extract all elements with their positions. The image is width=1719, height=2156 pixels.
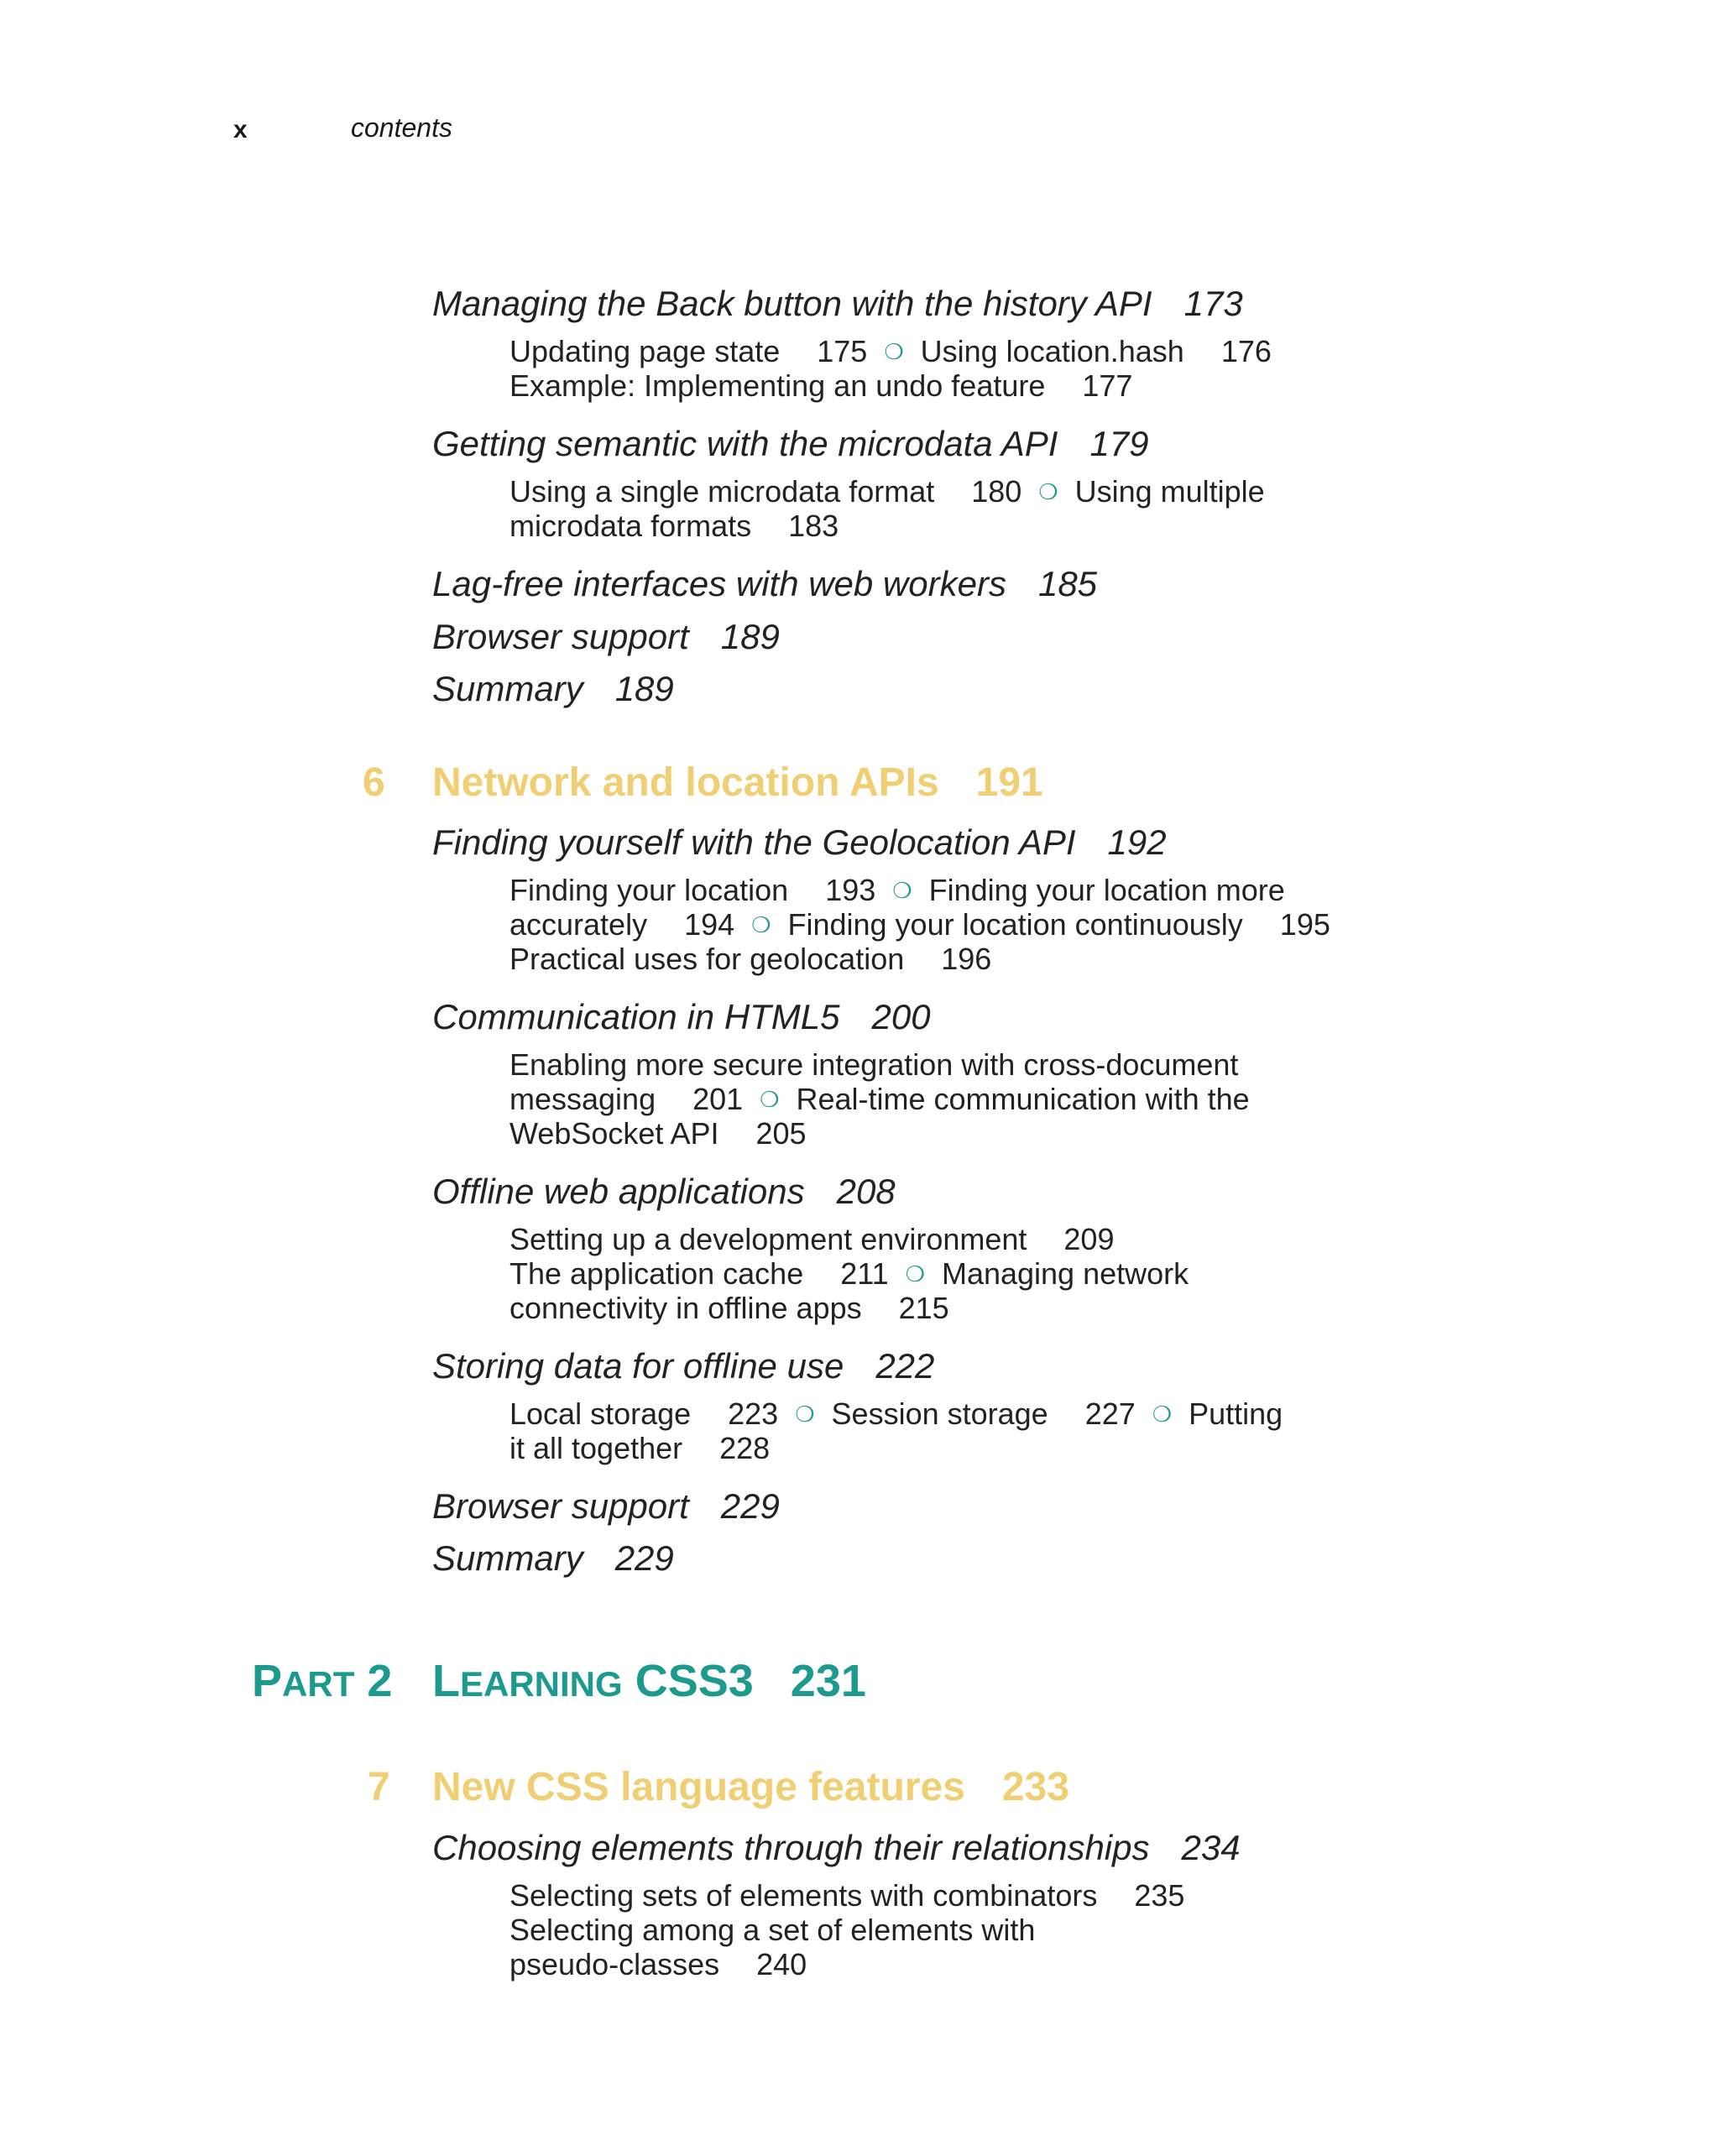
toc-subsection-line: accurately 194 ❍ Finding your location continuously 195 — [509, 907, 1330, 942]
bullet-icon: ❍ — [795, 1402, 815, 1427]
running-header: contents — [351, 112, 452, 143]
toc-subsection-line: Finding your location 193 ❍ Finding your location more — [509, 873, 1285, 907]
toc-subsection-line: microdata formats 183 — [509, 509, 839, 543]
toc-section[interactable]: Storing data for offline use 222 — [432, 1346, 935, 1386]
toc-subsection-line: messaging 201 ❍ Real-time communication with the — [509, 1082, 1250, 1116]
bullet-icon: ❍ — [1038, 479, 1058, 504]
toc-section[interactable]: Lag-free interfaces with web workers 185 — [432, 564, 1098, 603]
toc-section[interactable]: Managing the Back button with the history API 173 — [432, 284, 1243, 323]
toc-subsection-line: Example: Implementing an undo feature 177 — [509, 368, 1133, 403]
toc-section[interactable]: Finding yourself with the Geolocation API 192 — [432, 822, 1167, 862]
toc-section[interactable]: Offline web applications 208 — [432, 1172, 896, 1211]
toc-section[interactable]: Getting semantic with the microdata API 179 — [432, 424, 1149, 463]
toc-subsection-line: Using a single microdata format 180 ❍ Using multiple — [509, 474, 1265, 509]
toc-subsection-line: Enabling more secure integration with cross-document — [509, 1047, 1239, 1082]
toc-subsection-line: Practical uses for geolocation 196 — [509, 942, 992, 976]
bullet-icon: ❍ — [751, 912, 771, 937]
toc-subsection-line: WebSocket API 205 — [509, 1116, 807, 1151]
toc-section[interactable]: Summary 189 — [432, 669, 674, 708]
chapter-title[interactable]: New CSS language features 233 — [432, 1765, 1069, 1809]
toc-subsection-line: connectivity in offline apps 215 — [509, 1291, 949, 1325]
toc-section[interactable]: Summary 229 — [432, 1538, 674, 1578]
bullet-icon: ❍ — [760, 1087, 780, 1112]
part-title[interactable]: LEARNING CSS3 231 — [432, 1656, 866, 1706]
page-number: x — [233, 116, 248, 144]
bullet-icon: ❍ — [905, 1261, 925, 1287]
toc-section[interactable]: Browser support 189 — [432, 617, 780, 656]
chapter-number: 7 — [368, 1765, 390, 1809]
toc-subsection-line: Updating page state 175 ❍ Using location.hash 176 — [509, 334, 1272, 368]
toc-subsection-line: pseudo-classes 240 — [509, 1947, 807, 1981]
toc-section[interactable]: Choosing elements through their relationships 234 — [432, 1828, 1241, 1867]
toc-subsection-line: Selecting sets of elements with combinators 235 — [509, 1878, 1185, 1913]
part-label: PART 2 — [252, 1656, 393, 1706]
chapter-number: 6 — [363, 760, 385, 805]
bullet-icon: ❍ — [1152, 1402, 1173, 1427]
toc-subsection-line: it all together 228 — [509, 1431, 771, 1465]
toc-subsection-line: Selecting among a set of elements with — [509, 1913, 1036, 1947]
bullet-icon: ❍ — [884, 339, 904, 364]
toc-section[interactable]: Browser support 229 — [432, 1486, 780, 1526]
toc-subsection-line: Local storage 223 ❍ Session storage 227 ❍ Putting — [509, 1396, 1283, 1431]
toc-subsection-line: Setting up a development environment 209 — [509, 1222, 1115, 1256]
toc-section[interactable]: Communication in HTML5 200 — [432, 997, 931, 1036]
bullet-icon: ❍ — [892, 878, 912, 903]
chapter-title[interactable]: Network and location APIs 191 — [432, 760, 1043, 805]
toc-subsection-line: The application cache 211 ❍ Managing network — [509, 1256, 1189, 1291]
